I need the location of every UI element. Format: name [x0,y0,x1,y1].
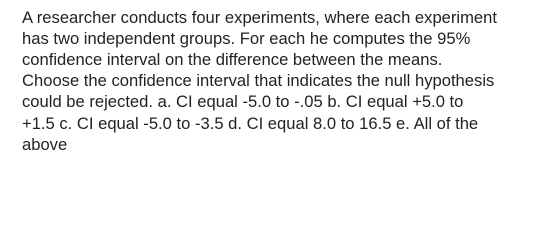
question-line-4: Choose the confidence interval that indicates the null hypothesis [22,71,495,90]
question-line-1: A researcher conducts four experiments, where each experiment [22,8,498,27]
question-line-3: confidence interval on the difference between the means. [22,50,443,69]
question-line-6: +1.5 c. CI equal -5.0 to -3.5 d. CI equal 8.0 to 16.5 e. All of the [22,114,479,133]
question-line-2: has two independent groups. For each he computes the 95% [22,29,471,48]
question-line-7: above [22,135,68,154]
question-line-5: could be rejected. a. CI equal -5.0 to -.05 b. CI equal +5.0 to [22,92,464,111]
